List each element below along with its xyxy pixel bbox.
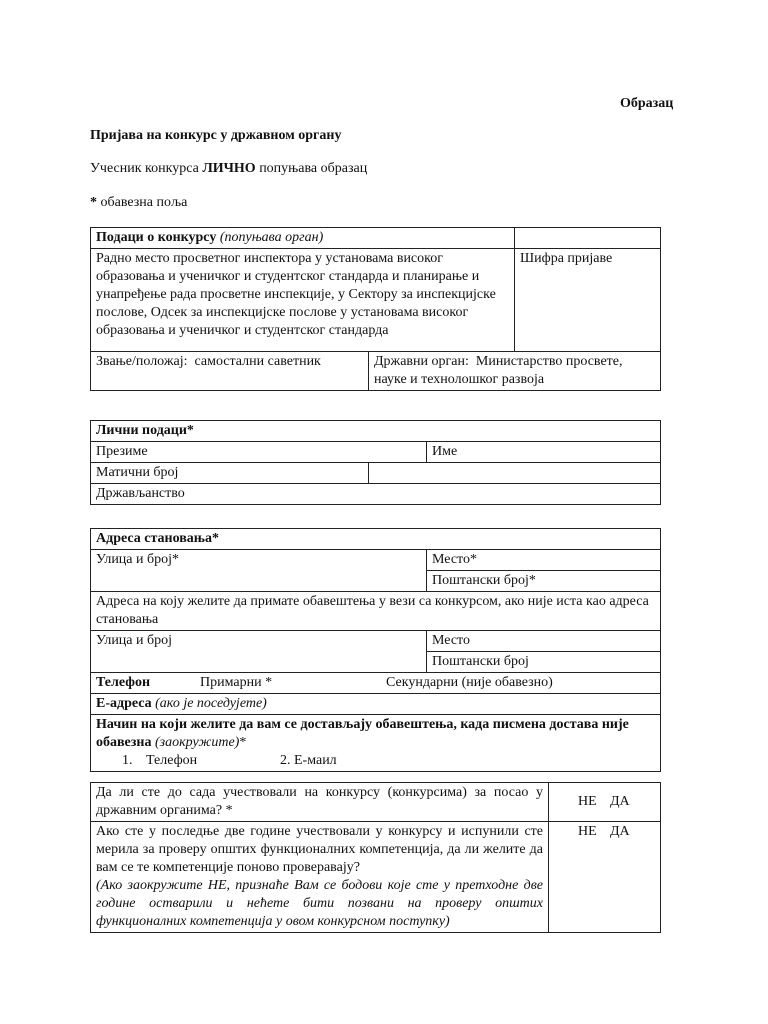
citizenship-field[interactable]: Држављанство xyxy=(91,484,661,505)
jmbg-value-cell[interactable] xyxy=(369,463,661,484)
instruction-bold: ЛИЧНО xyxy=(202,161,256,176)
competition-heading-note: (попуњава орган) xyxy=(219,230,324,245)
position-cell: Радно место просветног инспектора у установама високог образовања и ученичког и студентског стандарда и планирање и унапређење рада просветне инспекције, у Сектору за инспекцијске послове, Одсек за инспекцијске послове у установама високог образовања и ученичког и студентског стандарда xyxy=(91,249,515,352)
delivery-option-email[interactable]: 2. Е-маил xyxy=(280,753,337,768)
competition-heading-cell xyxy=(91,228,515,249)
application-code-cell[interactable]: Шифра пријаве xyxy=(515,249,661,352)
instruction-post: попуњава образац xyxy=(255,161,368,176)
phone-label: Телефон xyxy=(96,675,151,690)
postal2-field[interactable]: Поштански број xyxy=(427,652,661,673)
q1-yes-option[interactable]: ДА xyxy=(610,794,630,809)
instruction-pre: Учесник конкурса xyxy=(90,161,203,176)
q2-yes-option[interactable]: ДА xyxy=(610,824,630,839)
form-label: Образац xyxy=(620,96,674,111)
q1-answer-cell xyxy=(549,783,661,822)
competition-heading: Подаци о конкурсу xyxy=(96,230,217,245)
city-field[interactable]: Место* xyxy=(427,550,661,571)
phone-secondary: Секундарни (није обавезно) xyxy=(386,675,553,690)
delivery-option-phone[interactable]: Телефон xyxy=(146,753,198,768)
rank-label: Звање/положај: xyxy=(96,354,188,369)
competition-heading-empty[interactable] xyxy=(515,228,661,249)
questions-table xyxy=(90,782,661,933)
email-label: Е-адреса xyxy=(96,696,152,711)
phone-primary: Примарни * xyxy=(200,675,273,690)
authority-label: Државни орган: xyxy=(374,354,469,369)
street2-field[interactable]: Улица и број xyxy=(91,631,427,673)
q2-text: Ако сте у последње две године учествовали у конкурсу и испунили сте мерила за проверу општих функционалних компетенција, да ли желите да вам се те компетенције поново проверавају? xyxy=(96,824,543,875)
notice-address-text: Адреса на коју желите да примате обавештења у вези са конкурсом, ако није иста као адреса становања xyxy=(91,592,661,631)
phone-row[interactable] xyxy=(91,673,661,694)
required-star: * xyxy=(90,195,97,210)
delivery-star: * xyxy=(239,735,247,750)
competition-table xyxy=(90,227,661,391)
authority-cell xyxy=(369,352,661,391)
rank-cell xyxy=(91,352,369,391)
surname-field[interactable]: Презиме xyxy=(91,442,427,463)
email-row[interactable] xyxy=(91,694,661,715)
jmbg-field[interactable]: Матични број xyxy=(91,463,369,484)
q2-note: (Ако заокружите НЕ, признаће Вам се бодови које сте у претходне две године остварили и нећете бити позвани на проверу општих функционалних компетенција у овом конкурсном поступку) xyxy=(96,878,543,929)
delivery-question: Начин на који желите да вам се достављају обавештења, када писмена достава није обавезна xyxy=(96,717,629,750)
required-note-text: обавезна поља xyxy=(97,195,188,210)
street-field[interactable]: Улица и број* xyxy=(91,550,427,592)
rank-value: самостални саветник xyxy=(194,354,321,369)
q2-cell xyxy=(91,822,549,933)
delivery-cell xyxy=(91,715,661,772)
address-heading: Адреса становања* xyxy=(91,529,661,550)
page-title: Пријава на конкурс у државном органу xyxy=(90,128,342,143)
q2-answer-cell xyxy=(549,822,661,933)
authority-value: Министарство просвете, науке и технолошког развоја xyxy=(374,354,623,387)
city2-field[interactable]: Место xyxy=(427,631,661,652)
instruction-line xyxy=(90,161,367,177)
name-field[interactable]: Име xyxy=(427,442,661,463)
q2-no-option[interactable]: НЕ xyxy=(578,824,597,839)
postal-field[interactable]: Поштански број* xyxy=(427,571,661,592)
required-note xyxy=(90,195,187,211)
q1-text: Да ли сте до сада учествовали на конкурсу (конкурсима) за посао у државним органима? * xyxy=(91,783,549,822)
address-table xyxy=(90,528,661,772)
delivery-note: (заокружите) xyxy=(154,735,240,750)
q1-no-option[interactable]: НЕ xyxy=(578,794,597,809)
personal-heading: Лични подаци* xyxy=(91,421,661,442)
option1-number: 1. xyxy=(122,753,133,768)
email-note: (ако је поседујете) xyxy=(155,696,267,711)
personal-table xyxy=(90,420,661,505)
